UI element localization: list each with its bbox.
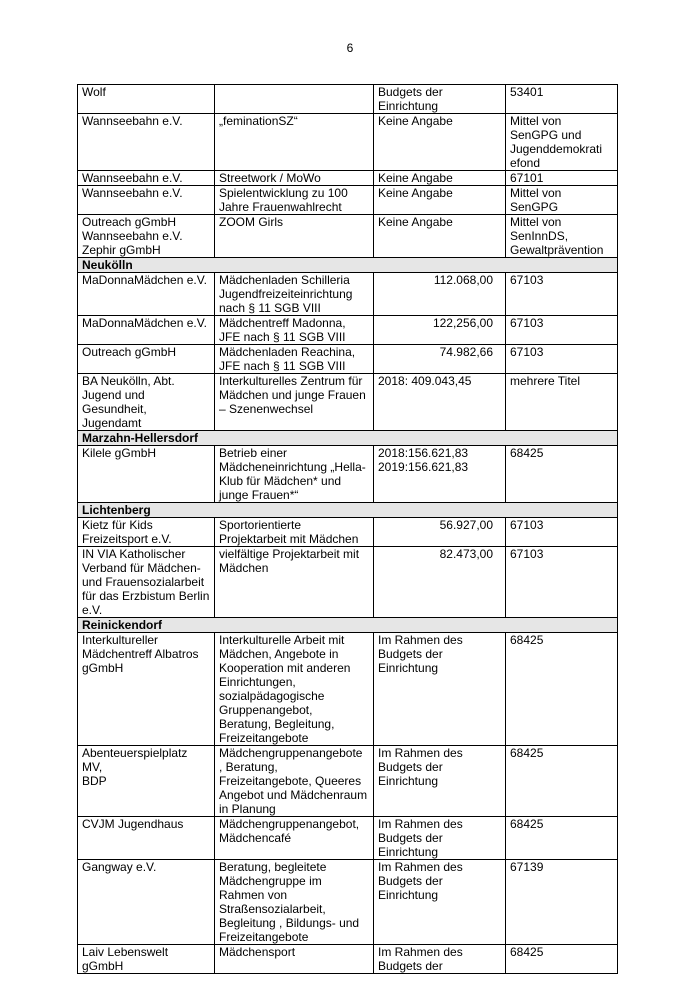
amount-cell: Keine Angabe [374, 171, 506, 186]
provider-cell: Laiv Lebenswelt gGmbH [78, 945, 215, 974]
project-cell: Betrieb einer Mädcheneinrichtung „Hella- Klub für Mädchen* und junge Frauen*“ [215, 446, 374, 503]
table-row [78, 215, 618, 258]
project-cell: Sportorientierte Projektarbeit mit Mädchen [215, 518, 374, 547]
amount-cell: Im Rahmen des Budgets der Einrichtung [374, 633, 506, 746]
table-row [78, 547, 618, 618]
amount-cell: Im Rahmen des Budgets der Einrichtung [374, 860, 506, 945]
table-row [78, 446, 618, 503]
district-header-row [78, 258, 618, 273]
title-cell: 67101 [506, 171, 618, 186]
project-cell: Mädchentreff Madonna, JFE nach § 11 SGB VIII [215, 316, 374, 345]
district-name: Reinickendorf [78, 618, 618, 633]
table-row [78, 518, 618, 547]
title-cell: 53401 [506, 85, 618, 114]
project-cell: vielfältige Projektarbeit mit Mädchen [215, 547, 374, 618]
table-row [78, 860, 618, 945]
amount-cell: Im Rahmen des Budgets der Einrichtung [374, 746, 506, 817]
district-header-row [78, 431, 618, 446]
table-row [78, 945, 618, 974]
provider-cell: CVJM Jugendhaus [78, 817, 215, 860]
title-cell: 68425 [506, 746, 618, 817]
amount-cell: 2018: 409.043,45 [374, 374, 506, 431]
amount-cell: 74.982,66 [374, 345, 506, 374]
provider-cell: Outreach gGmbH [78, 345, 215, 374]
amount-cell: Budgets der Einrichtung [374, 85, 506, 114]
title-cell: 67103 [506, 345, 618, 374]
project-cell: Mädchengruppenangebot, Mädchencafé [215, 817, 374, 860]
table-body [78, 85, 618, 974]
project-cell: Spielentwicklung zu 100 Jahre Frauenwahlrecht [215, 186, 374, 215]
district-name: Lichtenberg [78, 503, 618, 518]
page-number: 6 [346, 41, 354, 55]
table-row [78, 85, 618, 114]
district-header-row [78, 618, 618, 633]
project-cell: Beratung, begleitete Mädchengruppe im Rahmen von Straßensozialarbeit, Begleitung , Bildungs- und Freizeitangebote [215, 860, 374, 945]
title-cell: 67103 [506, 273, 618, 316]
title-cell: 67103 [506, 547, 618, 618]
provider-cell: Kietz für Kids Freizeitsport e.V. [78, 518, 215, 547]
amount-cell: 2018:156.621,83 2019:156.621,83 [374, 446, 506, 503]
title-cell: Mittel von SenInnDS, Gewaltprävention [506, 215, 618, 258]
provider-cell: Gangway e.V. [78, 860, 215, 945]
project-cell: Streetwork / MoWo [215, 171, 374, 186]
table-row [78, 316, 618, 345]
provider-cell: Kilele gGmbH [78, 446, 215, 503]
amount-cell: 82.473,00 [374, 547, 506, 618]
table-row [78, 633, 618, 746]
title-cell: 67103 [506, 316, 618, 345]
provider-cell: IN VIA Katholischer Verband für Mädchen- und Frauensozialarbeit für das Erzbistum Berlin e.V. [78, 547, 215, 618]
amount-cell: Im Rahmen des Budgets der [374, 945, 506, 974]
amount-cell: Keine Angabe [374, 114, 506, 171]
district-header-row [78, 503, 618, 518]
title-cell: 67103 [506, 518, 618, 547]
amount-cell: Im Rahmen des Budgets der Einrichtung [374, 817, 506, 860]
project-cell: „feminationSZ“ [215, 114, 374, 171]
project-cell: Mädchenladen Reachina, JFE nach § 11 SGB VIII [215, 345, 374, 374]
table-row [78, 186, 618, 215]
title-cell: 68425 [506, 945, 618, 974]
project-cell: ZOOM Girls [215, 215, 374, 258]
project-cell: Mädchenladen Schilleria Jugendfreizeiteinrichtung nach § 11 SGB VIII [215, 273, 374, 316]
amount-cell: 122,256,00 [374, 316, 506, 345]
funding-table [77, 84, 618, 974]
title-cell: mehrere Titel [506, 374, 618, 431]
amount-cell: 112.068,00 [374, 273, 506, 316]
amount-cell: Keine Angabe [374, 215, 506, 258]
provider-cell: Wannseebahn e.V. [78, 171, 215, 186]
table-row [78, 374, 618, 431]
provider-cell: Wannseebahn e.V. [78, 186, 215, 215]
title-cell: 68425 [506, 633, 618, 746]
district-name: Neukölln [78, 258, 618, 273]
title-cell: 67139 [506, 860, 618, 945]
provider-cell: Outreach gGmbH Wannseebahn e.V. Zephir gGmbH [78, 215, 215, 258]
provider-cell: Abenteuerspielplatz MV, BDP [78, 746, 215, 817]
provider-cell: BA Neukölln, Abt. Jugend und Gesundheit, Jugendamt [78, 374, 215, 431]
table-row [78, 273, 618, 316]
project-cell: Interkulturelle Arbeit mit Mädchen, Angebote in Kooperation mit anderen Einrichtungen, sozialpädagogische Gruppenangebot, Beratung, Begleitung, Freizeitangebote [215, 633, 374, 746]
provider-cell: MaDonnaMädchen e.V. [78, 316, 215, 345]
table-row [78, 345, 618, 374]
provider-cell: Interkultureller Mädchentreff Albatros gGmbH [78, 633, 215, 746]
provider-cell: Wannseebahn e.V. [78, 114, 215, 171]
provider-cell: Wolf [78, 85, 215, 114]
title-cell: 68425 [506, 446, 618, 503]
title-cell: 68425 [506, 817, 618, 860]
title-cell: Mittel von SenGPG [506, 186, 618, 215]
table-row [78, 171, 618, 186]
project-cell: Mädchengruppenangebote , Beratung, Freizeitangebote, Queeres Angebot und Mädchenraum in Planung [215, 746, 374, 817]
table-row [78, 114, 618, 171]
amount-cell: Keine Angabe [374, 186, 506, 215]
district-name: Marzahn-Hellersdorf [78, 431, 618, 446]
project-cell: Mädchensport [215, 945, 374, 974]
table-row [78, 746, 618, 817]
provider-cell: MaDonnaMädchen e.V. [78, 273, 215, 316]
title-cell: Mittel von SenGPG und Jugenddemokrati efond [506, 114, 618, 171]
table-row [78, 817, 618, 860]
project-cell [215, 85, 374, 114]
project-cell: Interkulturelles Zentrum für Mädchen und junge Frauen – Szenenwechsel [215, 374, 374, 431]
amount-cell: 56.927,00 [374, 518, 506, 547]
